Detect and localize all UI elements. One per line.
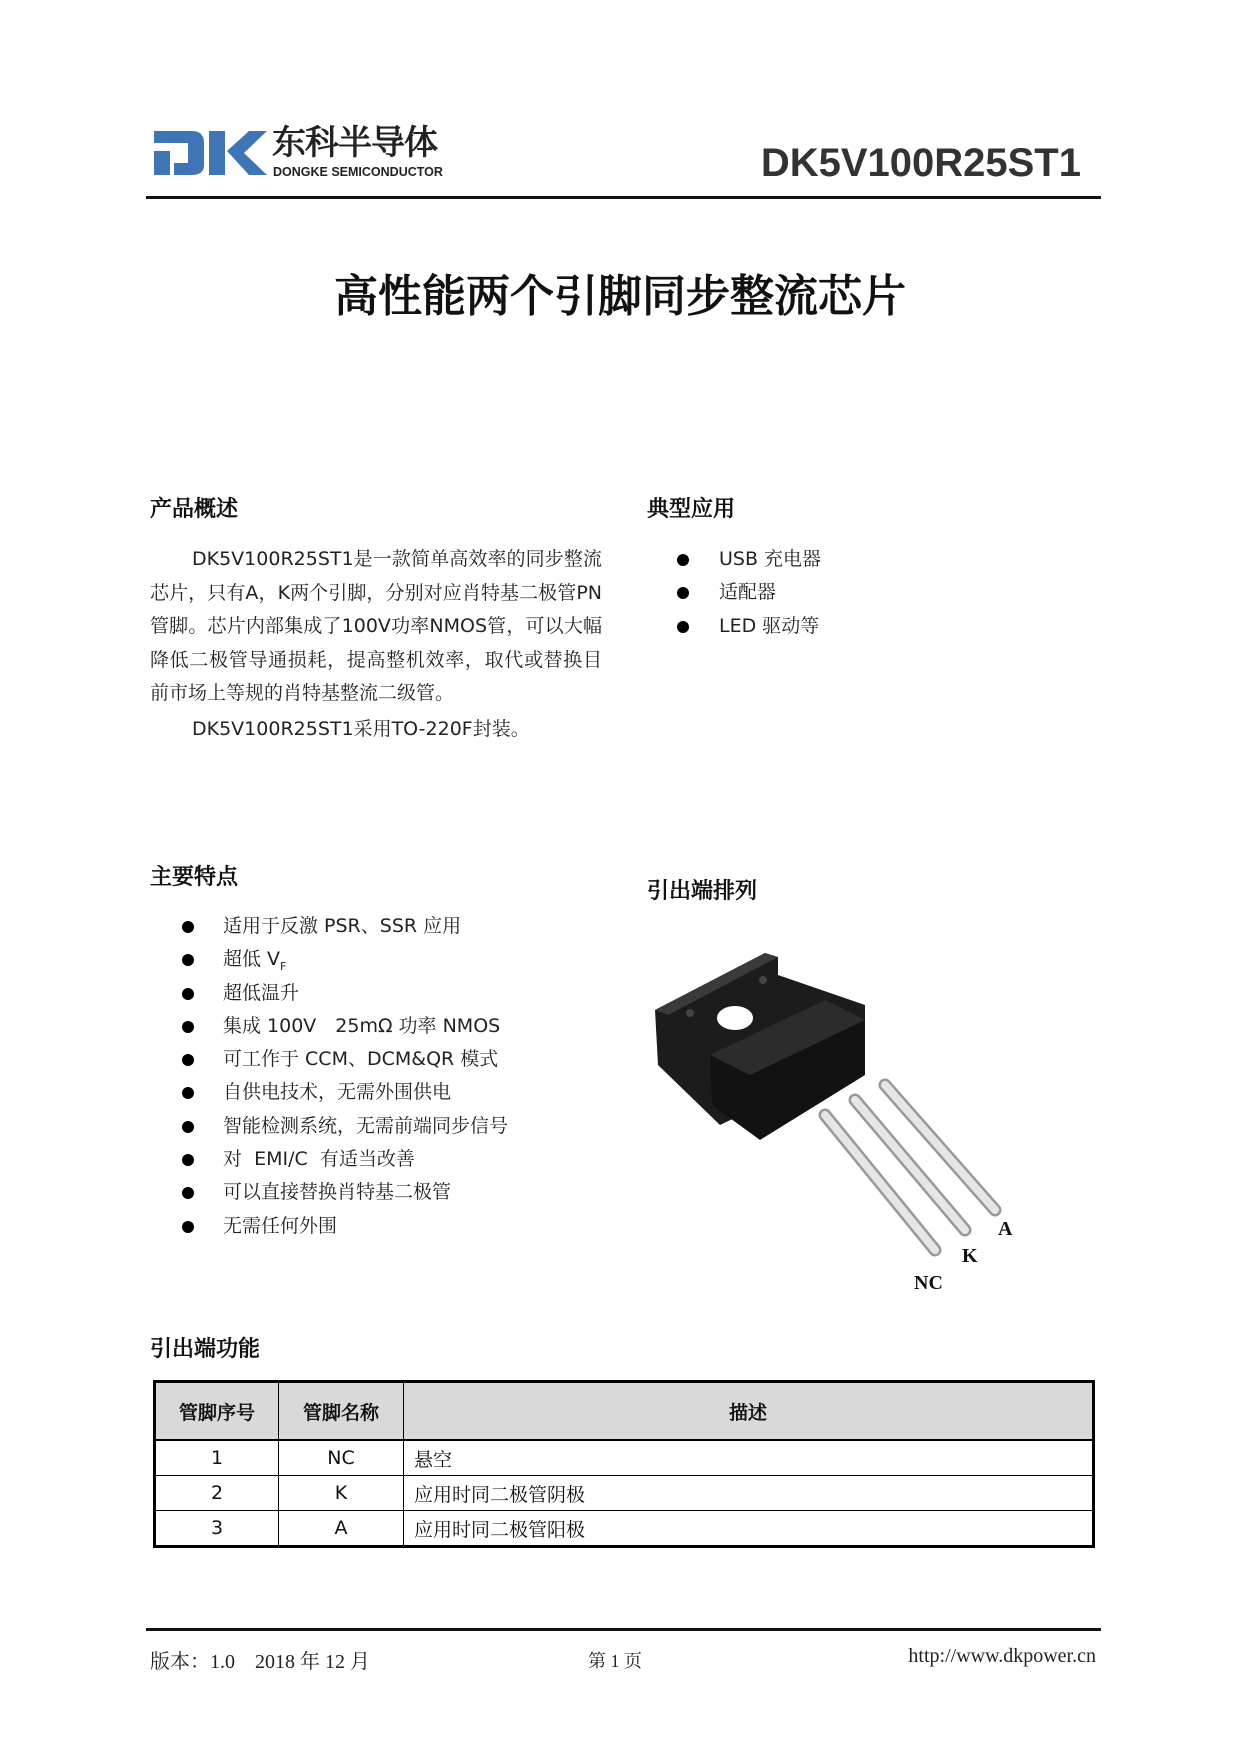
overview-paragraph-2: DK5V100R25ST1采用TO-220F封装。 — [192, 717, 530, 740]
features-list — [180, 910, 508, 1243]
list-item: 集成 100V 25mΩ 功率 NMOS — [180, 1010, 508, 1043]
footer-url[interactable]: http://www.dkpower.cn — [908, 1645, 1096, 1667]
list-item: 可工作于 CCM、DCM&QR 模式 — [180, 1043, 508, 1076]
footer-page-number: 第 1 页 — [588, 1651, 642, 1671]
applications-heading: 典型应用 — [647, 497, 736, 522]
part-number: DK5V100R25ST1 — [760, 141, 1081, 185]
overview-heading: 产品概述 — [150, 497, 239, 522]
footer-version: 版本：1.0 2018 年 12 月 — [150, 1651, 370, 1673]
pin-function-table — [153, 1380, 1095, 1548]
column-header: 描述 — [404, 1382, 1094, 1441]
applications-list — [675, 543, 821, 643]
list-item: 超低温升 — [180, 977, 508, 1010]
logo-english-name: DONGKE SEMICONDUCTOR — [273, 165, 443, 179]
column-header: 管脚名称 — [279, 1382, 404, 1441]
list-item: 智能检测系统，无需前端同步信号 — [180, 1110, 508, 1143]
dk-logo-mark-icon — [154, 127, 269, 177]
logo-chinese-name: 东科半导体 — [272, 123, 437, 163]
table-header-row — [155, 1382, 1094, 1441]
footer-rule — [146, 1628, 1101, 1631]
list-item: 可以直接替换肖特基二极管 — [180, 1176, 508, 1209]
to220f-package-image — [650, 945, 1013, 1265]
list-item: 适配器 — [675, 576, 821, 609]
list-item: 无需任何外围 — [180, 1210, 508, 1243]
table-row: 1 NC 悬空 — [155, 1440, 1094, 1476]
list-item: 自供电技术，无需外围供电 — [180, 1076, 508, 1109]
pin-function-heading: 引出端功能 — [150, 1337, 261, 1362]
column-header: 管脚序号 — [155, 1382, 279, 1441]
pin-label-a: A — [998, 1218, 1013, 1240]
list-item: 超低 $V_F$ — [180, 943, 508, 976]
list-item: USB 充电器 — [675, 543, 821, 576]
header-rule — [146, 196, 1101, 199]
list-item: 适用于反激 PSR、SSR 应用 — [180, 910, 508, 943]
features-heading: 主要特点 — [150, 865, 239, 890]
list-item: 对 EMI/C 有适当改善 — [180, 1143, 508, 1176]
table-row: 3 A 应用时同二极管阳极 — [155, 1511, 1094, 1547]
pin-label-k: K — [962, 1245, 978, 1267]
document-title: 高性能两个引脚同步整流芯片 — [334, 271, 906, 322]
list-item: LED 驱动等 — [675, 610, 821, 643]
overview-text — [150, 543, 602, 746]
overview-paragraph-1: DK5V100R25ST1是一款简单高效率的同步整流芯片，只有A，K两个引脚，分别对应肖特基二极管PN管脚。芯片内部集成了100V功率NMOS管，可以大幅降低二极管导通损耗，提高整机效率，取代或替换目前市场上等规的肖特基整流二级管。 — [150, 548, 602, 704]
table-row: 2 K 应用时同二极管阴极 — [155, 1476, 1094, 1511]
company-logo — [154, 123, 464, 179]
pinout-heading: 引出端排列 — [647, 879, 758, 904]
pin-label-nc: NC — [914, 1272, 943, 1294]
